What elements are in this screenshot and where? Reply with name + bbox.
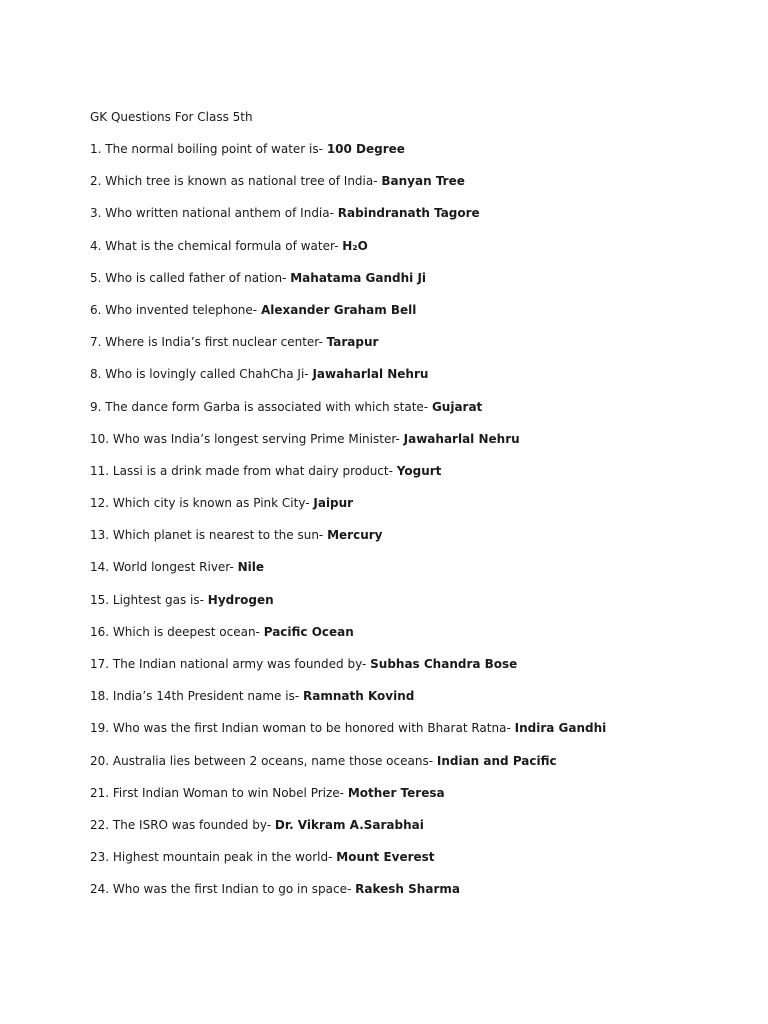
question-item <box>90 462 750 480</box>
question-text: 16. Which is deepest ocean- <box>90 624 260 639</box>
question-text: 19. Who was the first Indian woman to be honored with Bharat Ratna- <box>90 721 511 736</box>
question-item <box>90 558 750 576</box>
answer-text: Rakesh Sharma <box>355 882 460 897</box>
question-text: 1. The normal boiling point of water is- <box>90 142 323 156</box>
answer-text: Ramnath Kovind <box>303 689 415 704</box>
answer-text: Mahatama Gandhi Ji <box>290 270 427 285</box>
answer-text: Indira Gandhi <box>514 721 607 736</box>
question-item <box>90 719 750 737</box>
answer-text: Alexander Graham Bell <box>260 302 417 317</box>
question-text: 8. Who is lovingly called ChahCha Ji- <box>90 367 309 382</box>
question-text: 3. Who written national anthem of India- <box>90 206 334 221</box>
question-item <box>90 430 750 448</box>
question-item <box>90 687 750 705</box>
question-item <box>90 204 750 222</box>
question-text: 20. Australia lies between 2 oceans, name those oceans- <box>90 753 434 768</box>
question-text: 2. Which tree is known as national tree of India- <box>90 174 378 189</box>
question-text: 23. Highest mountain peak in the world- <box>90 850 333 865</box>
answer-text: Tarapur <box>326 335 379 350</box>
document-page <box>90 108 750 913</box>
question-item <box>90 623 750 641</box>
question-item <box>90 655 750 673</box>
question-item <box>90 269 750 287</box>
answer-text: Indian and Pacific <box>436 753 557 768</box>
question-text: 10. Who was India’s longest serving Prime Minister- <box>90 431 400 446</box>
answer-text: Mercury <box>327 528 383 543</box>
answer-text: Jawaharlal Nehru <box>312 367 429 382</box>
question-text: 22. The ISRO was founded by- <box>90 817 272 832</box>
question-item <box>90 172 750 190</box>
answer-text: Gujarat <box>431 399 483 414</box>
question-text: 18. India’s 14th President name is- <box>90 689 300 704</box>
question-list <box>90 140 750 898</box>
question-item <box>90 494 750 512</box>
question-item <box>90 301 750 319</box>
answer-text: Hydrogen <box>207 592 274 607</box>
answer-text: 100 Degree <box>326 142 405 156</box>
question-item <box>90 398 750 416</box>
question-text: 6. Who invented telephone- <box>90 302 258 317</box>
answer-text: Banyan Tree <box>381 174 465 189</box>
answer-text: Subhas Chandra Bose <box>370 657 518 671</box>
question-item <box>90 140 750 158</box>
question-item <box>90 848 750 866</box>
question-text: 7. Where is India’s first nuclear center- <box>90 335 323 350</box>
question-text: 13. Which planet is nearest to the sun- <box>90 528 324 543</box>
question-text: 24. Who was the first Indian to go in space- <box>90 882 352 897</box>
question-text: 4. What is the chemical formula of water- <box>90 238 339 253</box>
question-text: 21. First Indian Woman to win Nobel Prize- <box>90 785 345 800</box>
answer-text: Nile <box>237 560 265 575</box>
answer-text: Pacific Ocean <box>263 624 354 639</box>
question-item <box>90 591 750 609</box>
question-text: 14. World longest River- <box>90 560 234 575</box>
question-item <box>90 526 750 544</box>
question-item <box>90 237 750 255</box>
answer-text: Jaipur <box>313 496 354 511</box>
question-item <box>90 880 750 898</box>
document-title: GK Questions For Class 5th <box>90 110 253 124</box>
answer-text: Rabindranath Tagore <box>337 206 480 221</box>
answer-text: Yogurt <box>396 463 442 478</box>
answer-text: Jawaharlal Nehru <box>403 431 520 446</box>
question-item <box>90 816 750 834</box>
question-text: 11. Lassi is a drink made from what dairy product- <box>90 463 393 478</box>
question-text: 15. Lightest gas is- <box>90 592 204 607</box>
answer-text: Dr. Vikram A.Sarabhai <box>274 817 424 832</box>
question-item <box>90 333 750 351</box>
question-text: 17. The Indian national army was founded by- <box>90 657 367 671</box>
question-item <box>90 365 750 383</box>
question-text: 9. The dance form Garba is associated with which state- <box>90 399 429 414</box>
question-text: 5. Who is called father of nation- <box>90 270 287 285</box>
answer-text: Mount Everest <box>336 850 435 865</box>
answer-text: Mother Teresa <box>347 785 445 800</box>
answer-text: H₂O <box>342 238 368 253</box>
question-text: 12. Which city is known as Pink City- <box>90 496 310 511</box>
question-item <box>90 784 750 802</box>
question-item <box>90 752 750 770</box>
